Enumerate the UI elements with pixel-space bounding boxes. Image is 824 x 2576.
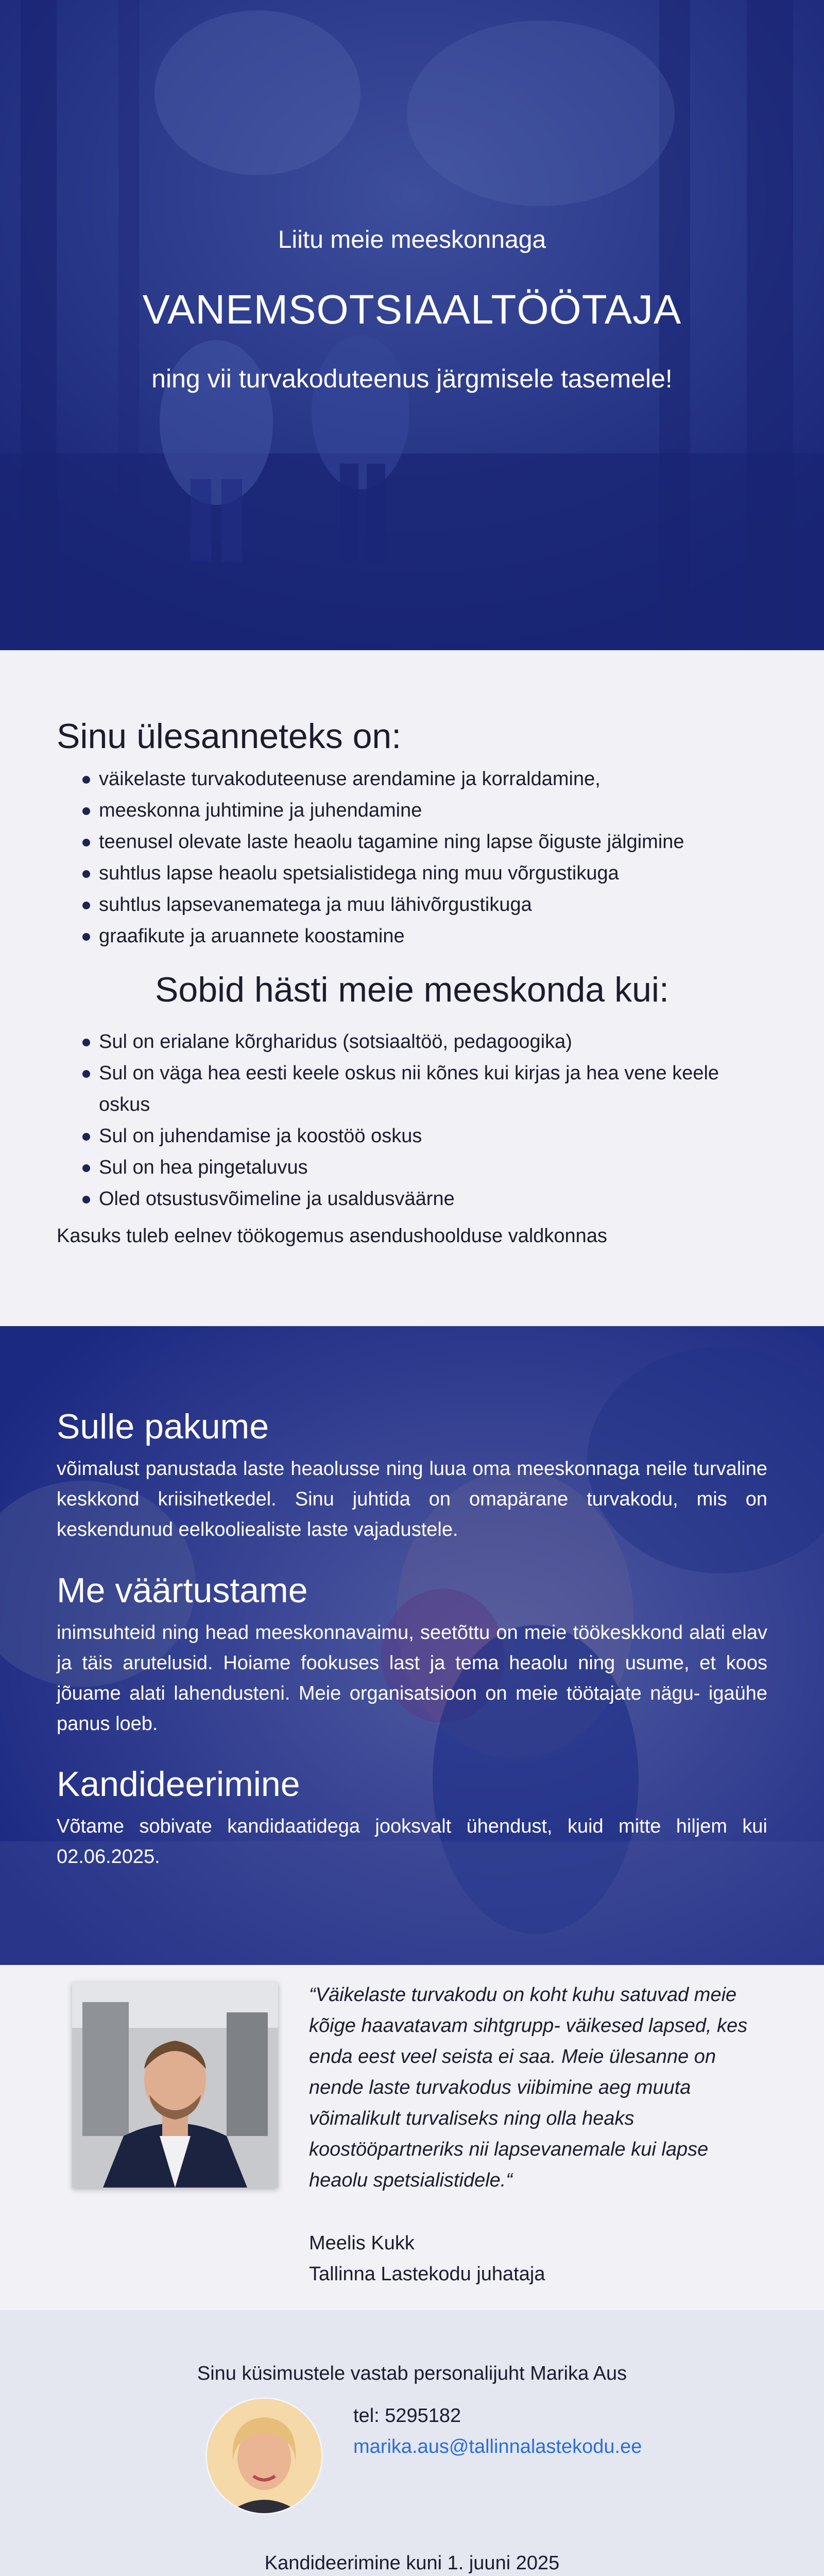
testimonial-section [0, 1965, 824, 2310]
author-role: Tallinna Lastekodu juhataja [309, 2263, 545, 2285]
bullet-icon [82, 933, 90, 941]
list-item: graafikute ja aruannete koostamine [82, 921, 742, 952]
list-item: meeskonna juhtimine ja juhendamine [82, 795, 742, 826]
list-item: Sul on juhendamise ja koostöö oskus [82, 1121, 742, 1152]
tasks-list [82, 764, 742, 952]
author-name: Meelis Kukk [309, 2232, 415, 2254]
bullet-icon [82, 839, 90, 846]
bullet-icon [82, 870, 90, 878]
bonus-note: Kasuks tuleb eelnev töökogemus asendushoolduse valdkonnas [57, 1225, 607, 1247]
bullet-icon [82, 1196, 90, 1204]
list-item: teenusel olevate laste heaolu tagamine ning lapse õiguste jälgimine [82, 826, 742, 858]
tasks-heading: Sinu ülesanneteks on: [57, 717, 402, 756]
quote-author [309, 2228, 545, 2290]
bullet-icon [82, 807, 90, 815]
bullet-icon [82, 1133, 90, 1141]
values-block [57, 1570, 767, 1739]
hero-tagline: ning vii turvakoduteenus järgmisele tasemele! [151, 364, 673, 393]
hero-subtitle: Liitu meie meeskonnaga [278, 226, 546, 253]
values-heading: Me väärtustame [57, 1571, 308, 1610]
application-block [57, 1764, 767, 1872]
quote-text: “Väikelaste turvakodu on koht kuhu satuvad meie kõige haavatavam sihtgrupp- väikesed lapsed, kes enda eest veel seista ei saa. Meie ülesanne on nende laste turvakodus viibimine aeg muuta võimalikult turvaliseks ning olla heaks koostööpartneriks nii lapsevanemale kui lapse heaolu spetsialistidele.“ [309, 1984, 748, 2191]
bullet-icon [82, 1164, 90, 1172]
contact-phone: tel: 5295182 [353, 2405, 461, 2427]
list-item: suhtlus lapsevanematega ja muu lähivõrgustikuga [82, 889, 742, 921]
contact-heading: Sinu küsimustele vastab personalijuht Marika Aus [197, 2363, 627, 2384]
fit-heading: Sobid hästi meie meeskonda kui: [155, 970, 669, 1009]
bullet-icon [82, 1070, 90, 1078]
manager-portrait [72, 1981, 278, 2188]
offer-section [0, 1326, 824, 1965]
list-item: Sul on erialane kõrgharidus (sotsiaaltöö, pedagoogika) [82, 1026, 742, 1058]
list-item: Sul on väga hea eesti keele oskus nii kõnes kui kirjas ja hea vene keele oskus [82, 1058, 742, 1121]
contact-section [0, 2310, 824, 2576]
hr-avatar [207, 2399, 321, 2513]
application-text: Võtame sobivate kandidaatidega jooksvalt ühendust, kuid mitte hiljem kui 02.06.2025. [57, 1816, 767, 1868]
fit-list [82, 1026, 742, 1215]
application-deadline: Kandideerimine kuni 1. juuni 2025 [264, 2552, 560, 2574]
offer-block [57, 1406, 767, 1545]
list-item: väikelaste turvakoduteenuse arendamine ja korraldamine, [82, 764, 742, 795]
offer-text: võimalust panustada laste heaolusse ning luua oma meeskonnaga neile turvaline keskkond kriisihetkedel. Sinu juhtida on omapärane turvakodu, mis on keskendunud eelkooliealiste laste vajadustele. [57, 1458, 767, 1540]
job-title: VANEMSOTSIAALTÖÖTAJA [142, 286, 682, 332]
application-heading: Kandideerimine [57, 1765, 300, 1804]
hero-banner [0, 0, 824, 650]
requirements-section [0, 650, 824, 1326]
list-item: Oled otsustusvõimeline ja usaldusväärne [82, 1183, 742, 1215]
list-item: Sul on hea pingetaluvus [82, 1152, 742, 1183]
bullet-icon [82, 776, 90, 784]
contact-email-link[interactable]: marika.aus@tallinnalastekodu.ee [353, 2436, 642, 2458]
offer-heading: Sulle pakume [57, 1407, 269, 1446]
bullet-icon [82, 1039, 90, 1046]
bullet-icon [82, 902, 90, 909]
list-item: suhtlus lapse heaolu spetsialistidega ning muu võrgustikuga [82, 858, 742, 889]
values-text: inimsuhteid ning head meeskonnavaimu, seetõttu on meie töökeskkond alati elav ja täis arutelusid. Hoiame fookuses last ja tema heaolu ning usume, et koos jõuame alati lahendusteni. Meie organisatsioon on meie töötajate nägu- igaühe panus loeb. [57, 1622, 767, 1735]
